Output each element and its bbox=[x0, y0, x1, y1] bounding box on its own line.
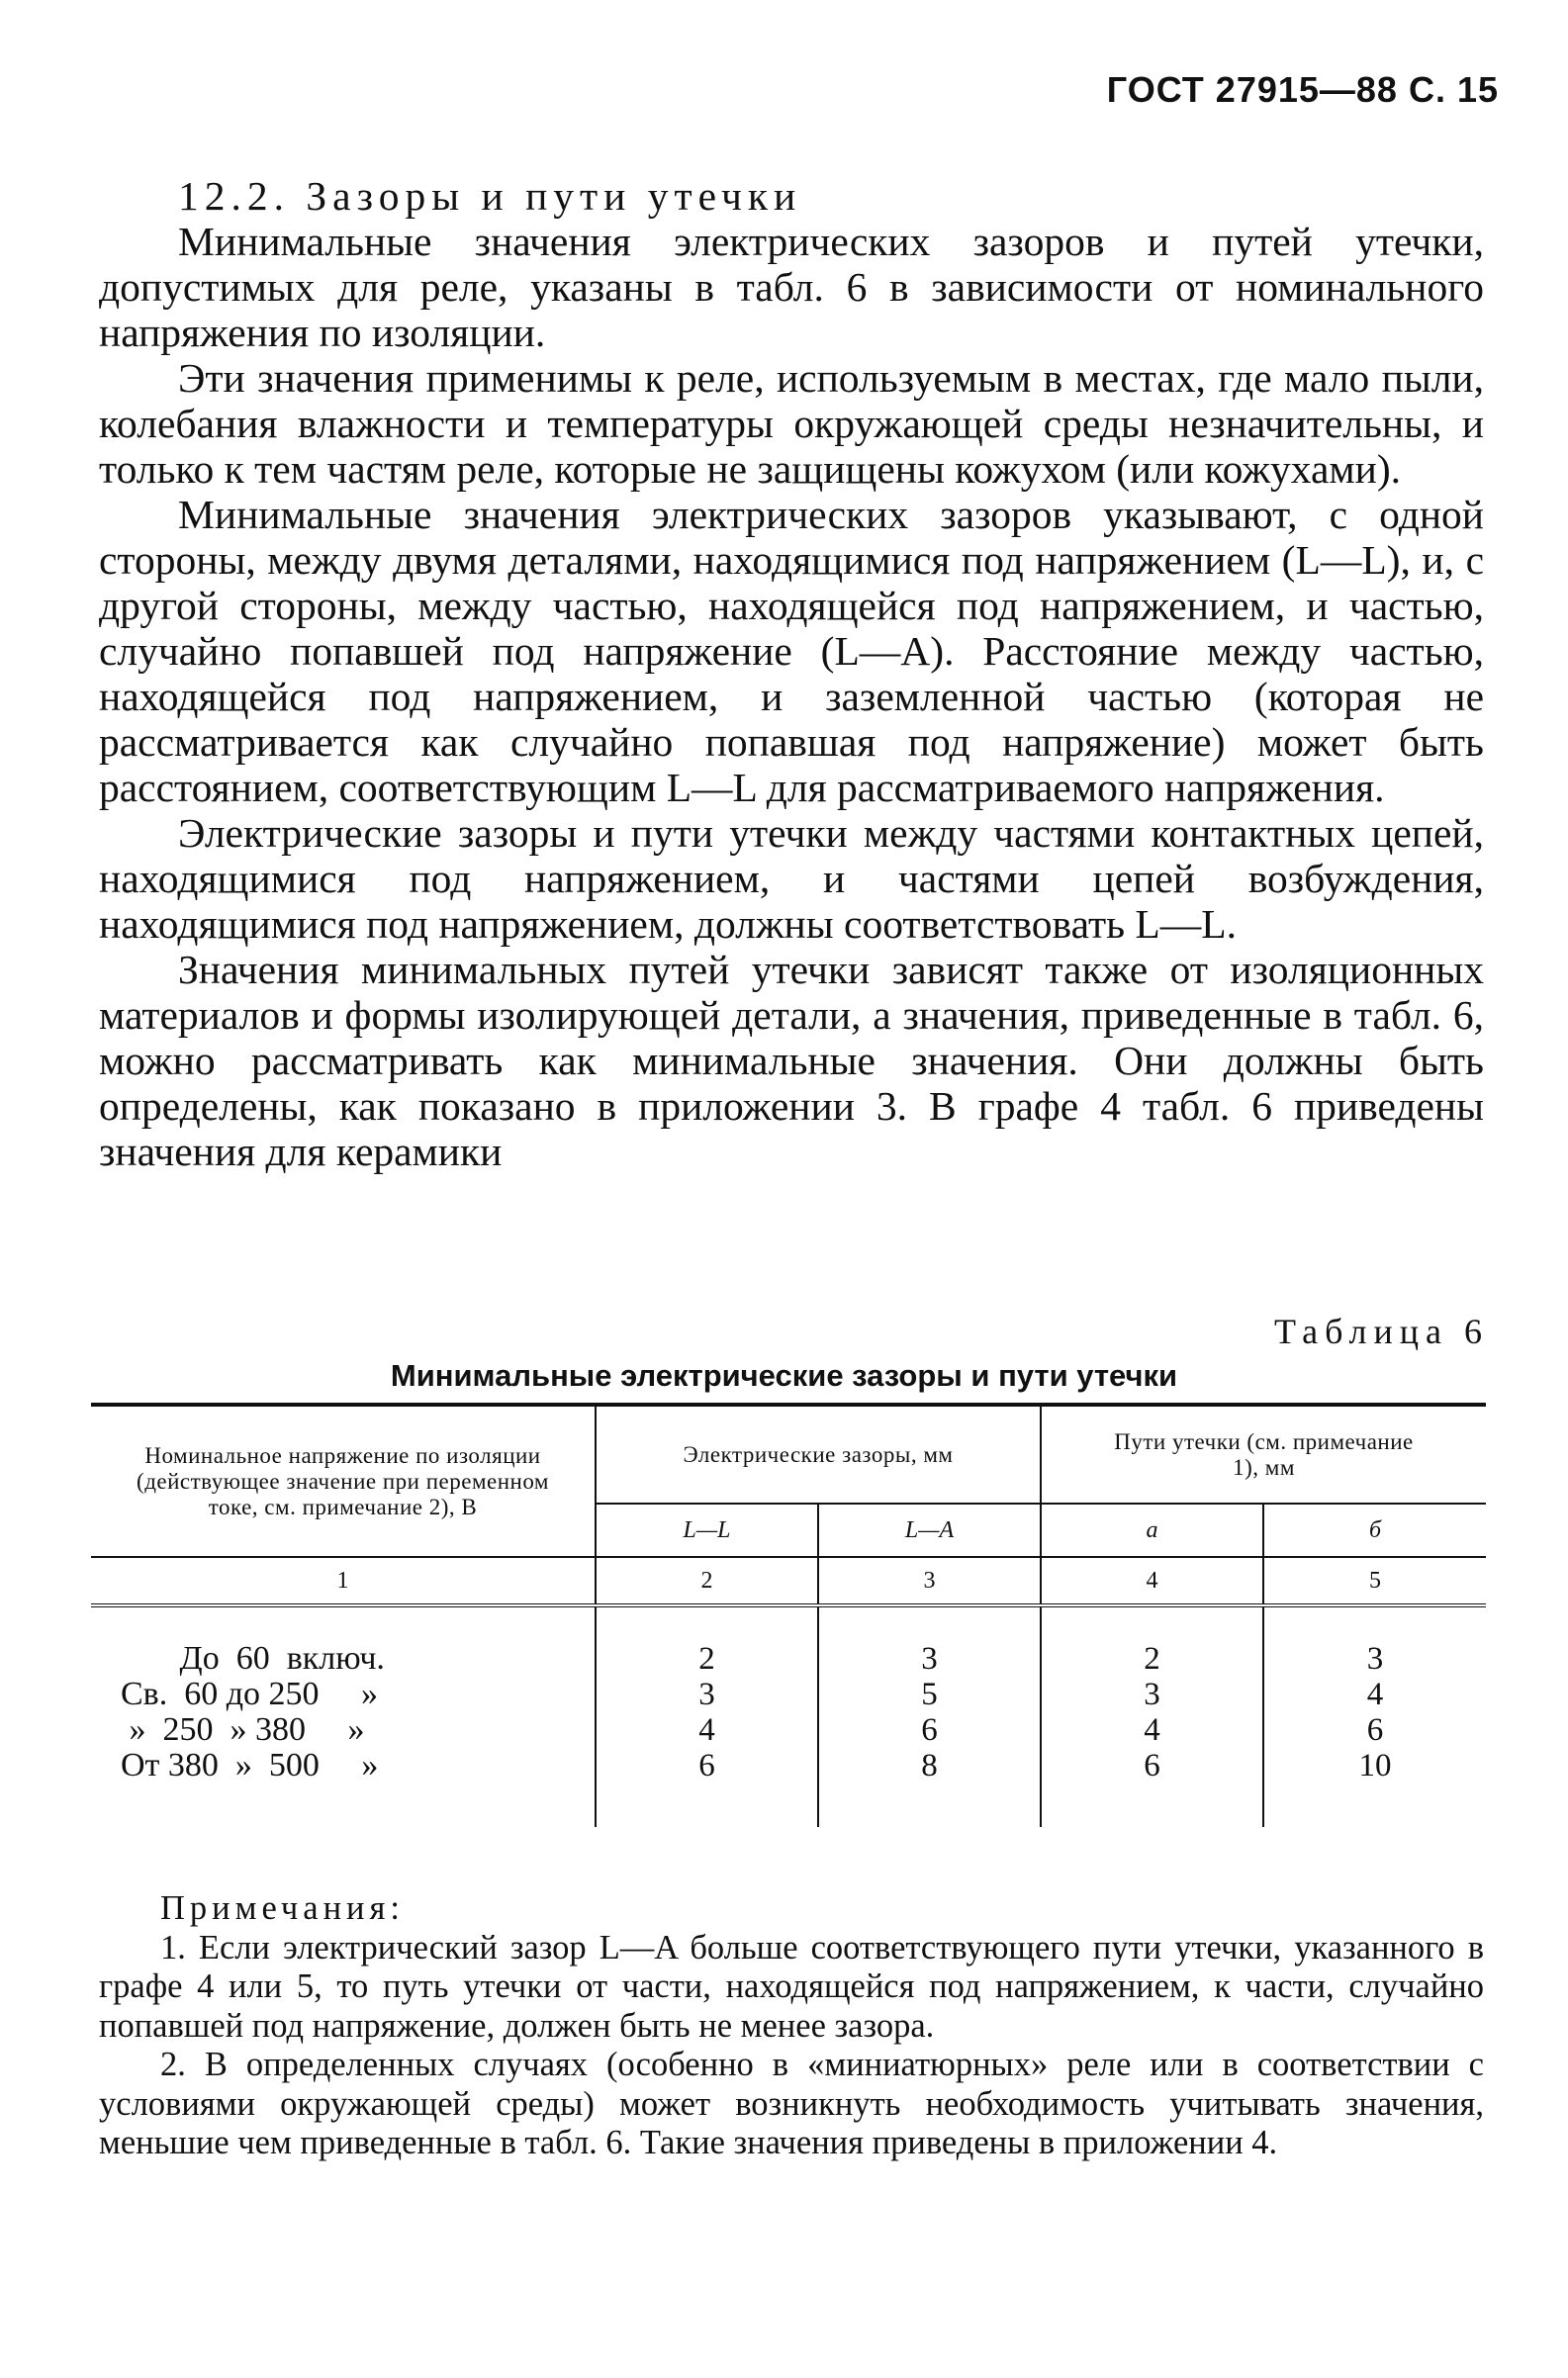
notes-title: Примечания: bbox=[160, 1889, 405, 1927]
table-row bbox=[91, 1748, 1486, 1827]
clearance-table bbox=[91, 1403, 1486, 1827]
b-cell: 4 bbox=[1263, 1677, 1486, 1712]
paragraph: Эти значения применимы к реле, используемым в местах, где мало пыли, колебания влажности и температуры окружающей среды незначительны, и только к тем частям реле, которые не защищены кожухом (или кожухами). bbox=[99, 355, 1484, 492]
la-cell: 6 bbox=[818, 1712, 1041, 1748]
col-header-voltage: Номинальное напряжение по изоляции (действующее значение при переменном токе, см. примечание 2), В bbox=[91, 1405, 596, 1557]
a-cell: 4 bbox=[1041, 1712, 1263, 1748]
col-number: 3 bbox=[818, 1557, 1041, 1605]
a-cell: 6 bbox=[1041, 1748, 1263, 1827]
table-row bbox=[91, 1677, 1486, 1712]
notes-block bbox=[99, 1889, 1484, 2163]
col-number: 5 bbox=[1263, 1557, 1486, 1605]
col-header-clearance: Электрические зазоры, мм bbox=[596, 1405, 1041, 1504]
b-cell: 10 bbox=[1263, 1748, 1486, 1827]
voltage-cell: Св. 60 до 250 » bbox=[121, 1676, 379, 1712]
a-cell: 3 bbox=[1041, 1677, 1263, 1712]
note-item: 2. В определенных случаях (особенно в «миниатюрных» реле или в соответствии с условиями окружающей среды) может возникнуть необходимость учитывать значения, меньшие чем приведенные в табл. 6. Такие значения приведены в приложении 4. bbox=[99, 2046, 1484, 2161]
ll-cell: 2 bbox=[596, 1605, 818, 1677]
ll-cell: 6 bbox=[596, 1748, 818, 1827]
note-item: 1. Если электрический зазор L—A больше соответствующего пути утечки, указанного в графе 4 или 5, то путь утечки от части, находящейся под напряжением, к части, случайно попавшей под напряжение, должен быть не менее зазора. bbox=[99, 1928, 1484, 2045]
paragraph: Минимальные значения электрических зазоров и путей утечки, допустимых для реле, указаны в табл. 6 в зависимости от номинального напряжения по изоляции. bbox=[99, 219, 1484, 355]
paragraph: Значения минимальных путей утечки зависят также от изоляционных материалов и формы изолирующей детали, а значения, приведенные в табл. 6, можно рассматривать как минимальные значения. Они должны быть определены, как показано в приложении 3. В графе 4 табл. 6 приведены значения для керамики bbox=[99, 947, 1484, 1174]
col-header-creepage: Пути утечки (см. примечание 1), мм bbox=[1041, 1405, 1486, 1504]
ll-cell: 4 bbox=[596, 1712, 818, 1748]
a-cell: 2 bbox=[1041, 1605, 1263, 1677]
table-row bbox=[91, 1712, 1486, 1748]
col-number: 4 bbox=[1041, 1557, 1263, 1605]
voltage-cell: До 60 включ. bbox=[121, 1640, 385, 1677]
table-title: Минимальные электрические зазоры и пути утечки bbox=[390, 1358, 1178, 1393]
sub-header-ll: L—L bbox=[596, 1504, 818, 1557]
table-label: Таблица 6 bbox=[1274, 1312, 1489, 1351]
section-title: 12.2. Зазоры и пути утечки bbox=[178, 173, 802, 219]
la-cell: 3 bbox=[818, 1605, 1041, 1677]
running-header: ГОСТ 27915—88 С. 15 bbox=[1106, 69, 1499, 110]
voltage-cell: » 250 » 380 » bbox=[121, 1711, 365, 1748]
voltage-cell: От 380 » 500 » bbox=[121, 1747, 379, 1784]
la-cell: 8 bbox=[818, 1748, 1041, 1827]
sub-header-la: L—A bbox=[818, 1504, 1041, 1557]
paragraph: Электрические зазоры и пути утечки между частями контактных цепей, находящимися под напряжением, и частями цепей возбуждения, находящимися под напряжением, должны соответствовать L—L. bbox=[99, 810, 1484, 947]
table-row bbox=[91, 1605, 1486, 1677]
sub-header-b: б bbox=[1263, 1504, 1486, 1557]
section-body bbox=[99, 173, 1484, 1174]
b-cell: 3 bbox=[1263, 1605, 1486, 1677]
sub-header-a: a bbox=[1041, 1504, 1263, 1557]
la-cell: 5 bbox=[818, 1677, 1041, 1712]
col-number: 2 bbox=[596, 1557, 818, 1605]
col-number: 1 bbox=[91, 1557, 596, 1605]
ll-cell: 3 bbox=[596, 1677, 818, 1712]
b-cell: 6 bbox=[1263, 1712, 1486, 1748]
paragraph: Минимальные значения электрических зазоров указывают, с одной стороны, между двумя деталями, находящимися под напряжением (L—L), и, с другой стороны, между частью, находящейся под напряжением, и частью, случайно попавшей под напряжение (L—A). Расстояние между частью, находящейся под напряжением, и заземленной частью (которая не рассматривается как случайно попавшая под напряжение) может быть расстоянием, соответствующим L—L для рассматриваемого напряжения. bbox=[99, 492, 1484, 810]
